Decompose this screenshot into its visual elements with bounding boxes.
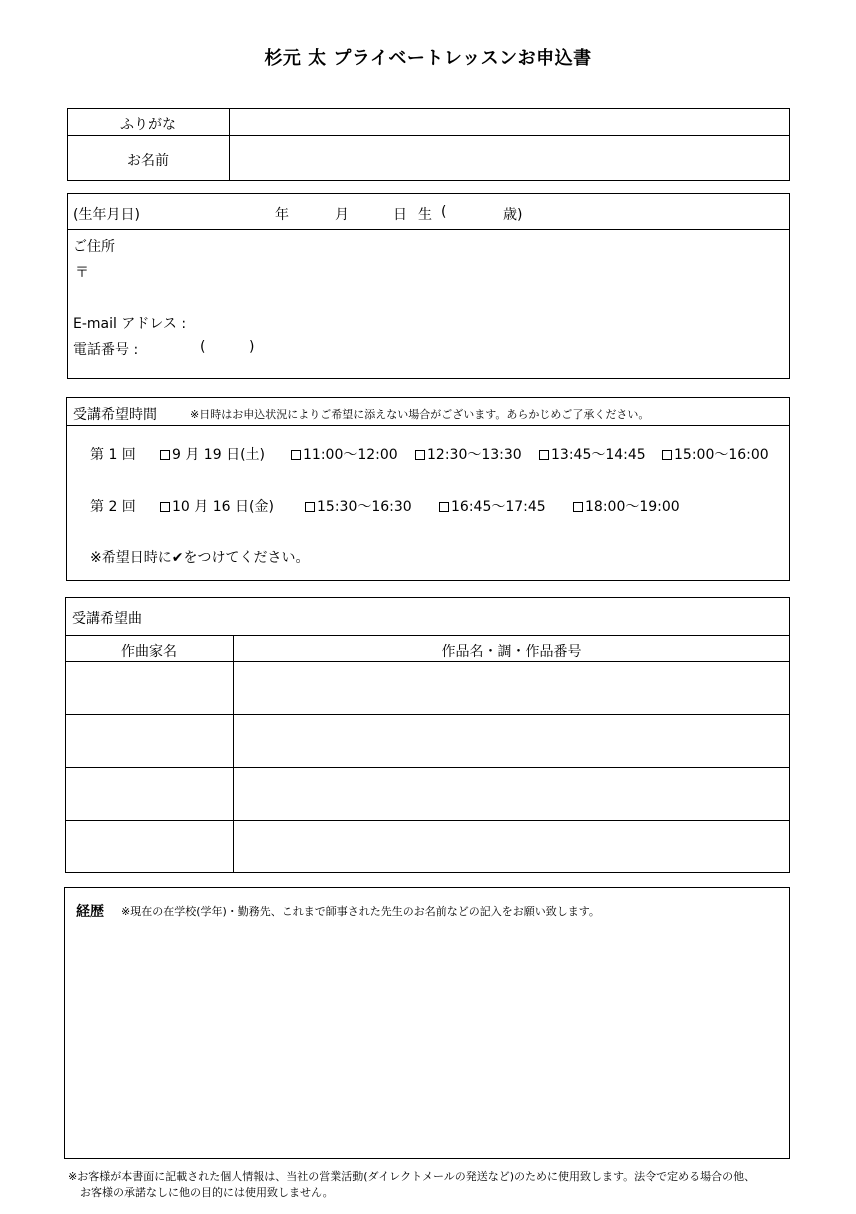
- pieces-row-line: [65, 767, 790, 768]
- phone-paren-close: ): [249, 339, 255, 355]
- checkbox[interactable]: [160, 502, 170, 512]
- privacy-notice-line2: お客様の承諾なしに他の目的には使用致しません。: [80, 1186, 334, 1199]
- name-label: お名前: [127, 153, 169, 169]
- session2-date-option[interactable]: 10 月 16 日(金): [160, 496, 274, 516]
- birth-row-line: [67, 229, 790, 230]
- name-input[interactable]: [231, 137, 787, 179]
- day-label: 日: [393, 207, 407, 223]
- session2-slot-3[interactable]: 18:00〜19:00: [573, 496, 680, 516]
- age-open-paren: (: [441, 204, 447, 220]
- age-label: 歳): [503, 207, 523, 223]
- work-input-1[interactable]: [235, 663, 788, 713]
- name-table-row-line: [67, 135, 790, 136]
- session2-slot-1[interactable]: 15:30〜16:30: [305, 496, 412, 516]
- composer-input-4[interactable]: [67, 822, 231, 871]
- career-heading: 経歴: [76, 904, 104, 920]
- session1-slot-3[interactable]: 13:45〜14:45: [539, 444, 646, 464]
- checkbox[interactable]: [573, 502, 583, 512]
- birth-label: (生年月日): [73, 207, 140, 223]
- session1-slot-1[interactable]: 11:00〜12:00: [291, 444, 398, 464]
- session1-slot-4[interactable]: 15:00〜16:00: [662, 444, 769, 464]
- phone-paren-open: (: [200, 339, 206, 355]
- pieces-heading-line: [65, 635, 790, 636]
- schedule-heading: 受講希望時間: [73, 407, 157, 423]
- pieces-col-divider: [233, 635, 234, 873]
- career-textarea[interactable]: [70, 925, 784, 1153]
- checkbox[interactable]: [415, 450, 425, 460]
- year-label: 年: [275, 207, 289, 223]
- career-note: ※現在の在学校(学年)・勤務先、これまで師事された先生のお名前などの記入をお願い致します。: [121, 905, 600, 918]
- composer-input-2[interactable]: [67, 716, 231, 766]
- furigana-label: ふりがな: [120, 117, 176, 133]
- name-table-divider: [229, 108, 230, 181]
- phone-label: 電話番号 :: [73, 342, 139, 358]
- schedule-note: ※日時はお申込状況によりご希望に添えない場合がございます。あらかじめご了承ください。: [190, 408, 650, 421]
- email-label: E-mail アドレス :: [73, 316, 187, 332]
- composer-column-header: 作曲家名: [121, 644, 177, 660]
- checkbox[interactable]: [539, 450, 549, 460]
- composer-input-3[interactable]: [67, 769, 231, 819]
- month-label: 月: [335, 207, 349, 223]
- composer-input-1[interactable]: [67, 663, 231, 713]
- work-input-3[interactable]: [235, 769, 788, 819]
- page-title: 杉元 太 プライベートレッスンお申込書: [264, 48, 592, 69]
- session1-slot-2[interactable]: 12:30〜13:30: [415, 444, 522, 464]
- check-instruction: ※希望日時に✔をつけてください。: [90, 550, 310, 566]
- postal-mark: 〒: [75, 265, 89, 281]
- checkbox[interactable]: [160, 450, 170, 460]
- work-column-header: 作品名・調・作品番号: [441, 644, 582, 660]
- checkbox[interactable]: [305, 502, 315, 512]
- pieces-header-line: [65, 661, 790, 662]
- furigana-input[interactable]: [231, 110, 787, 134]
- session1-label: 第 1 回: [90, 447, 136, 463]
- pieces-row-line: [65, 820, 790, 821]
- session2-label: 第 2 回: [90, 499, 136, 515]
- born-label: 生: [418, 207, 432, 223]
- work-input-4[interactable]: [235, 822, 788, 871]
- session1-date-option[interactable]: 9 月 19 日(土): [160, 444, 265, 464]
- schedule-heading-line: [66, 425, 790, 426]
- privacy-notice-line1: ※お客様が本書面に記載された個人情報は、当社の営業活動(ダイレクトメールの発送など)のために使用致します。法令で定める場合の他、: [68, 1170, 756, 1183]
- pieces-heading: 受講希望曲: [72, 611, 142, 627]
- checkbox[interactable]: [291, 450, 301, 460]
- work-input-2[interactable]: [235, 716, 788, 766]
- checkbox[interactable]: [662, 450, 672, 460]
- checkbox[interactable]: [439, 502, 449, 512]
- pieces-row-line: [65, 714, 790, 715]
- address-label: ご住所: [73, 239, 115, 255]
- session2-slot-2[interactable]: 16:45〜17:45: [439, 496, 546, 516]
